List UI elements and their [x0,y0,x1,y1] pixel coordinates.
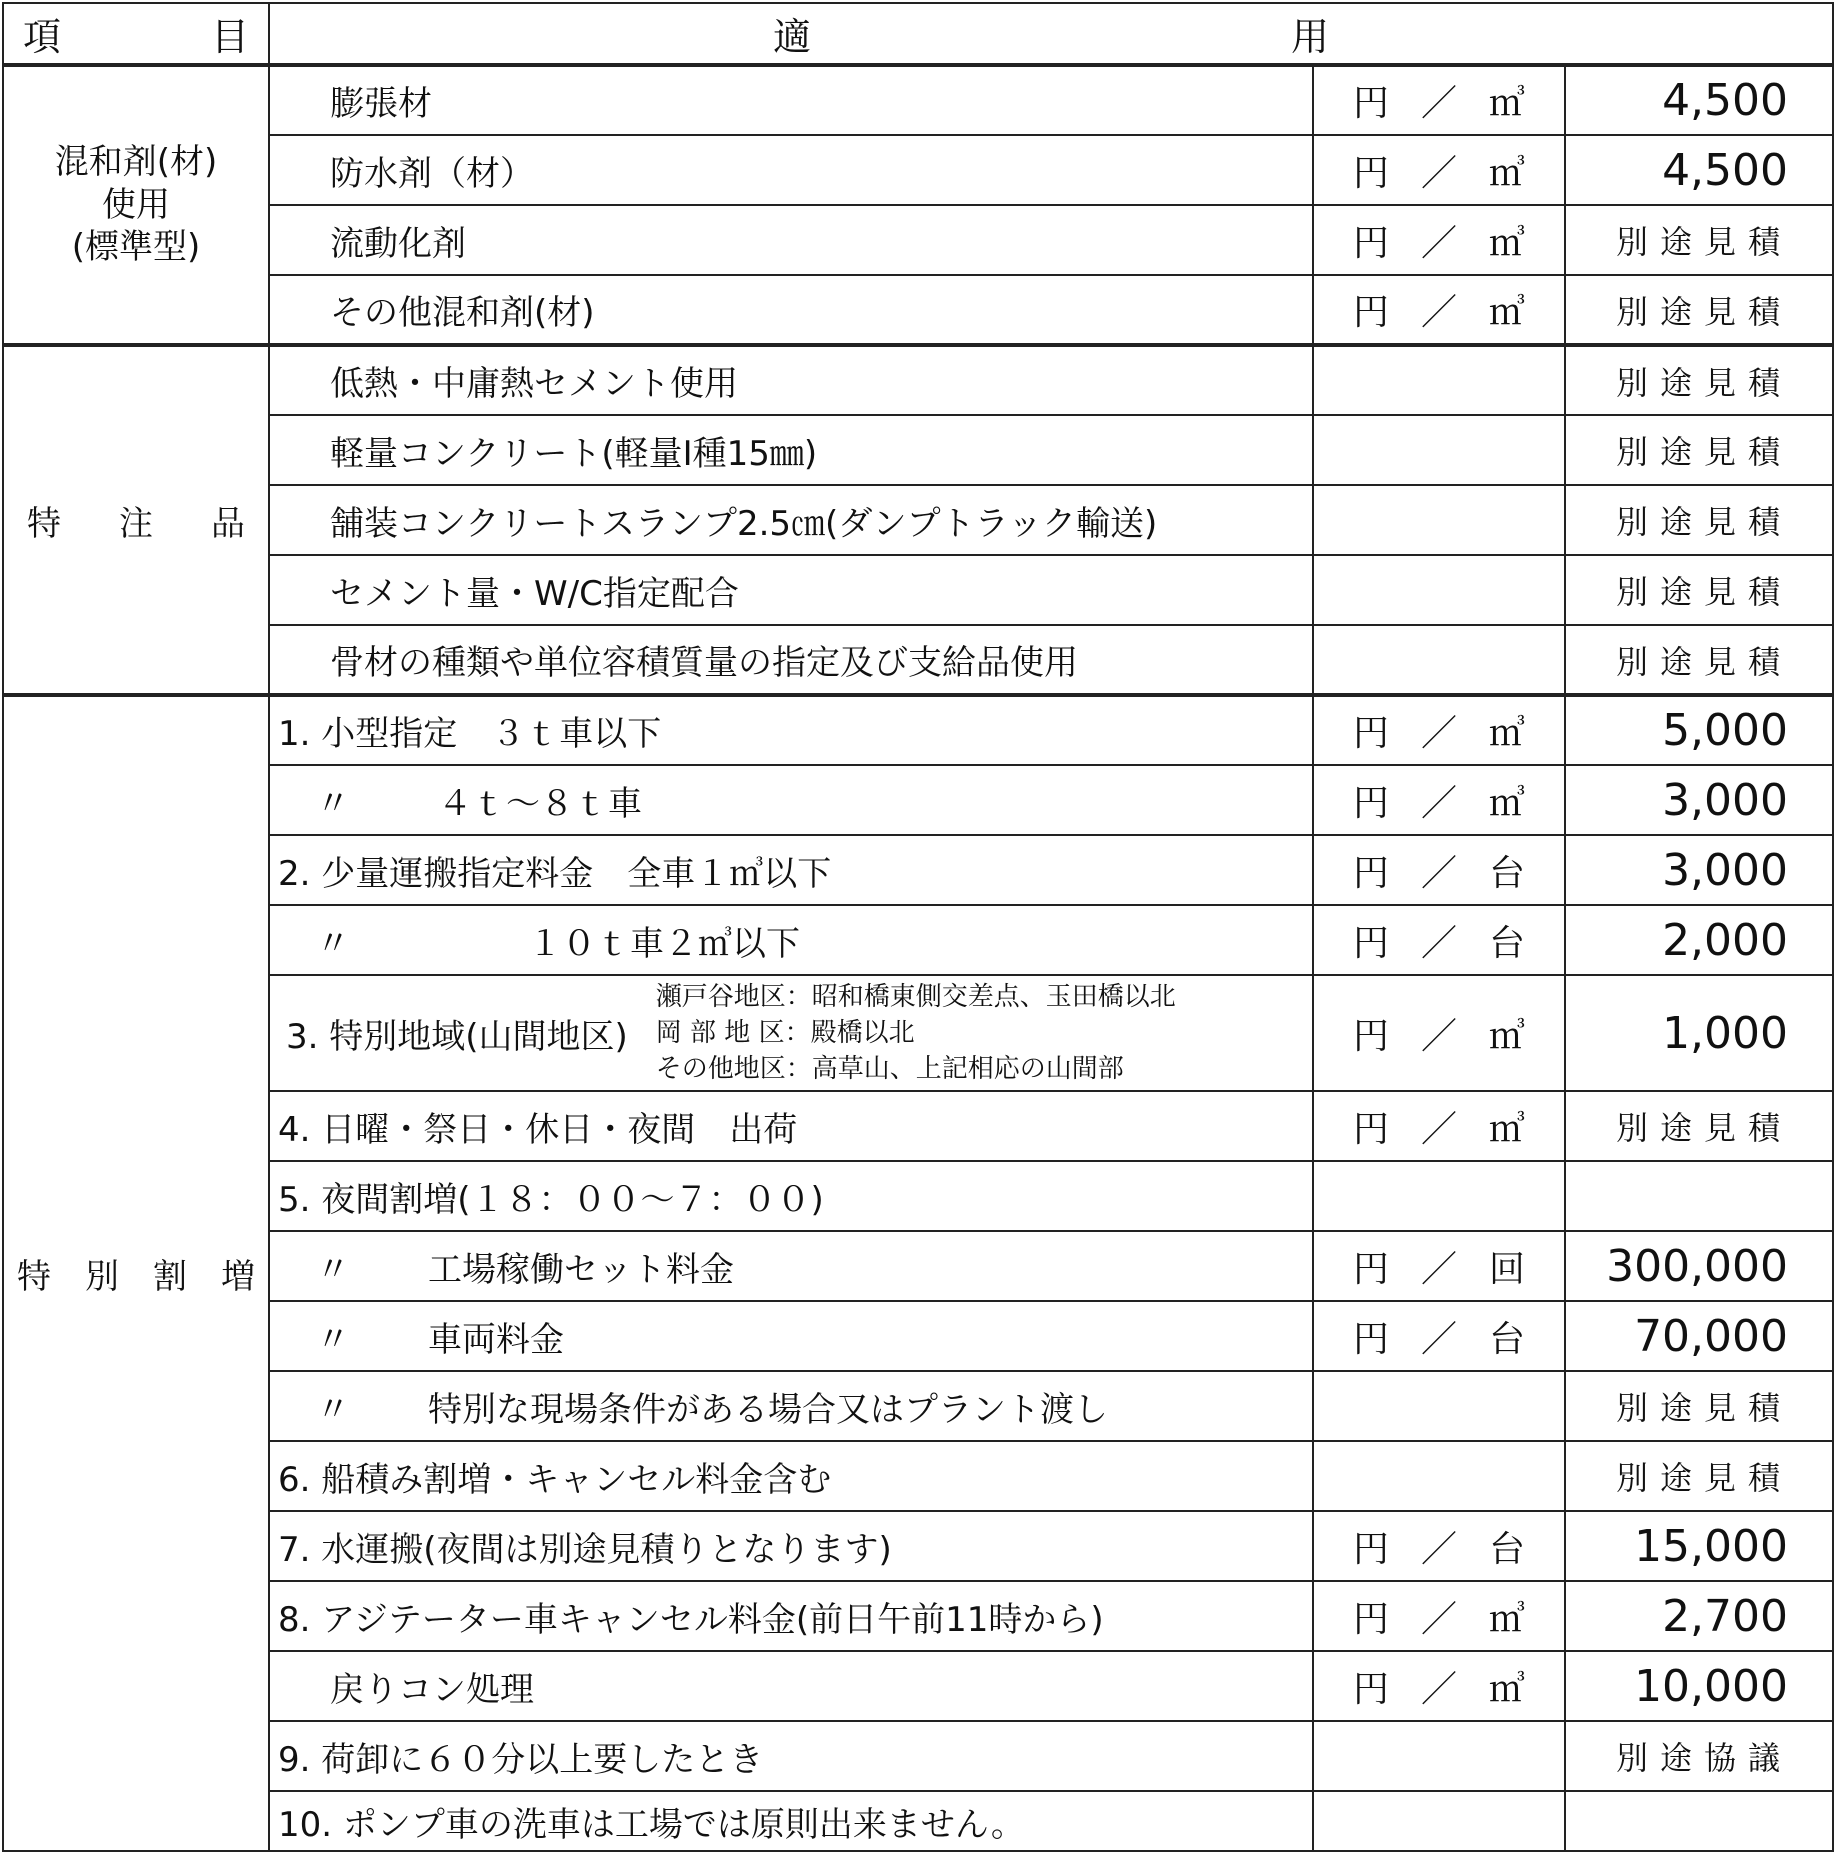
item-unit: 円 ／ 台 [1313,905,1565,975]
item-price: 別途協議 [1565,1721,1833,1791]
header-row [3,3,1833,65]
item-desc: 7. 水運搬(夜間は別途見積りとなります) [269,1511,1313,1581]
table-row [3,905,1833,975]
item-unit: 円 ／ ㎥ [1313,1091,1565,1161]
item-desc: 1. 小型指定 ３ｔ車以下 [269,695,1313,765]
item-unit [1313,1721,1565,1791]
item-price: 別途見積 [1565,345,1833,415]
table-row [3,765,1833,835]
table-row [3,1721,1833,1791]
item-price [1565,1791,1833,1851]
item-price: 2,700 [1565,1581,1833,1651]
table-row [3,1791,1833,1851]
item-unit: 円 ／ ㎥ [1313,975,1565,1091]
item-unit: 円 ／ 台 [1313,835,1565,905]
item-unit [1313,555,1565,625]
item-price: 1,000 [1565,975,1833,1091]
item-price: 5,000 [1565,695,1833,765]
item-price: 別途見積 [1565,555,1833,625]
item-desc: その他混和剤(材) [269,275,1313,345]
item-unit: 円 ／ ㎥ [1313,65,1565,135]
item-unit [1313,485,1565,555]
item-desc [269,975,1313,1091]
item-unit [1313,1371,1565,1441]
item-desc: 〃 車両料金 [269,1301,1313,1371]
item-desc: セメント量・W/C指定配合 [269,555,1313,625]
table-row [3,625,1833,695]
table-row [3,135,1833,205]
table-row [3,1651,1833,1721]
table-row [3,1301,1833,1371]
table-row [3,695,1833,765]
item-unit [1313,1441,1565,1511]
table-row [3,345,1833,415]
item-unit: 円 ／ 台 [1313,1301,1565,1371]
item-unit [1313,625,1565,695]
ditto-mark: 〃 [316,1249,350,1290]
item-desc: 5. 夜間割増(１８：００～７：００) [269,1161,1313,1231]
item-price: 別途見積 [1565,415,1833,485]
category-special-order: 特 注 品 [3,345,269,695]
item-desc: 膨張材 [269,65,1313,135]
item-price: 4,500 [1565,65,1833,135]
item-unit: 円 ／ ㎥ [1313,1581,1565,1651]
item-desc: 6. 船積み割増・キャンセル料金含む [269,1441,1313,1511]
area-notes: 瀬戸谷地区：昭和橋東側交差点、玉田橋以北 岡 部 地 区：殿橋以北 その他地区：高草山、上記相応の山間部 [655,982,1176,1084]
table-row [3,1371,1833,1441]
item-unit: 円 ／ ㎥ [1313,765,1565,835]
item-unit: 円 ／ 回 [1313,1231,1565,1301]
item-price: 70,000 [1565,1301,1833,1371]
ditto-mark: 〃 [316,1319,350,1360]
item-price: 別途見積 [1565,625,1833,695]
item-desc: 〃 １０ｔ車２㎥以下 [269,905,1313,975]
table-row [3,275,1833,345]
item-price: 別途見積 [1565,485,1833,555]
table-row [3,485,1833,555]
item-desc: 10. ポンプ車の洗車は工場では原則出来ません。 [269,1791,1313,1851]
table-row [3,1581,1833,1651]
item-desc: 〃 特別な現場条件がある場合又はプラント渡し [269,1371,1313,1441]
item-price: 3,000 [1565,765,1833,835]
item-price: 10,000 [1565,1651,1833,1721]
header-item: 項 目 [3,3,269,65]
price-table [2,2,1834,1852]
item-unit: 円 ／ ㎥ [1313,1651,1565,1721]
item-unit: 円 ／ ㎥ [1313,135,1565,205]
item-desc: 防水剤（材） [269,135,1313,205]
item-unit: 円 ／ ㎥ [1313,275,1565,345]
category-admixture: 混和剤(材) 使用 (標準型) [3,65,269,345]
table-row [3,1441,1833,1511]
item-unit [1313,1791,1565,1851]
item-desc: 〃 ４ｔ～８ｔ車 [269,765,1313,835]
table-row [3,65,1833,135]
item-desc: 8. アジテーター車キャンセル料金(前日午前11時から) [269,1581,1313,1651]
category-surcharge: 特 別 割 増 [3,695,269,1851]
item-desc: 2. 少量運搬指定料金 全車１㎥以下 [269,835,1313,905]
table-row [3,1231,1833,1301]
item-price: 2,000 [1565,905,1833,975]
table-row [3,1091,1833,1161]
item-desc: 戻りコン処理 [269,1651,1313,1721]
item-desc: 流動化剤 [269,205,1313,275]
ditto-mark: 〃 [316,923,350,964]
table-row [3,835,1833,905]
item-desc: 骨材の種類や単位容積質量の指定及び支給品使用 [269,625,1313,695]
ditto-mark: 〃 [316,1389,350,1430]
table-row [3,975,1833,1091]
item-desc: 4. 日曜・祭日・休日・夜間 出荷 [269,1091,1313,1161]
item-price: 4,500 [1565,135,1833,205]
ditto-mark: 〃 [316,783,350,824]
table-row [3,555,1833,625]
item-price: 別途見積 [1565,275,1833,345]
item-unit [1313,1161,1565,1231]
item-desc: 舗装コンクリートスランプ2.5㎝(ダンプトラック輸送) [269,485,1313,555]
table-row [3,1511,1833,1581]
item-price: 別途見積 [1565,1091,1833,1161]
item-price: 別途見積 [1565,205,1833,275]
item-unit [1313,415,1565,485]
item-unit: 円 ／ ㎥ [1313,695,1565,765]
item-desc: 低熱・中庸熱セメント使用 [269,345,1313,415]
item-unit [1313,345,1565,415]
item-unit: 円 ／ 台 [1313,1511,1565,1581]
item-price: 15,000 [1565,1511,1833,1581]
item-desc: 軽量コンクリート(軽量Ⅰ種15㎜) [269,415,1313,485]
table-row [3,1161,1833,1231]
item-price: 別途見積 [1565,1371,1833,1441]
table-row [3,415,1833,485]
item-unit: 円 ／ ㎥ [1313,205,1565,275]
table-row [3,205,1833,275]
item-price: 3,000 [1565,835,1833,905]
item-price [1565,1161,1833,1231]
item-desc: 9. 荷卸に６０分以上要したとき [269,1721,1313,1791]
header-apply: 適 用 [269,3,1833,65]
item-desc: 〃 工場稼働セット料金 [269,1231,1313,1301]
item-price: 300,000 [1565,1231,1833,1301]
item-price: 別途見積 [1565,1441,1833,1511]
area-label: 3. 特別地域(山間地区) [286,1016,628,1057]
